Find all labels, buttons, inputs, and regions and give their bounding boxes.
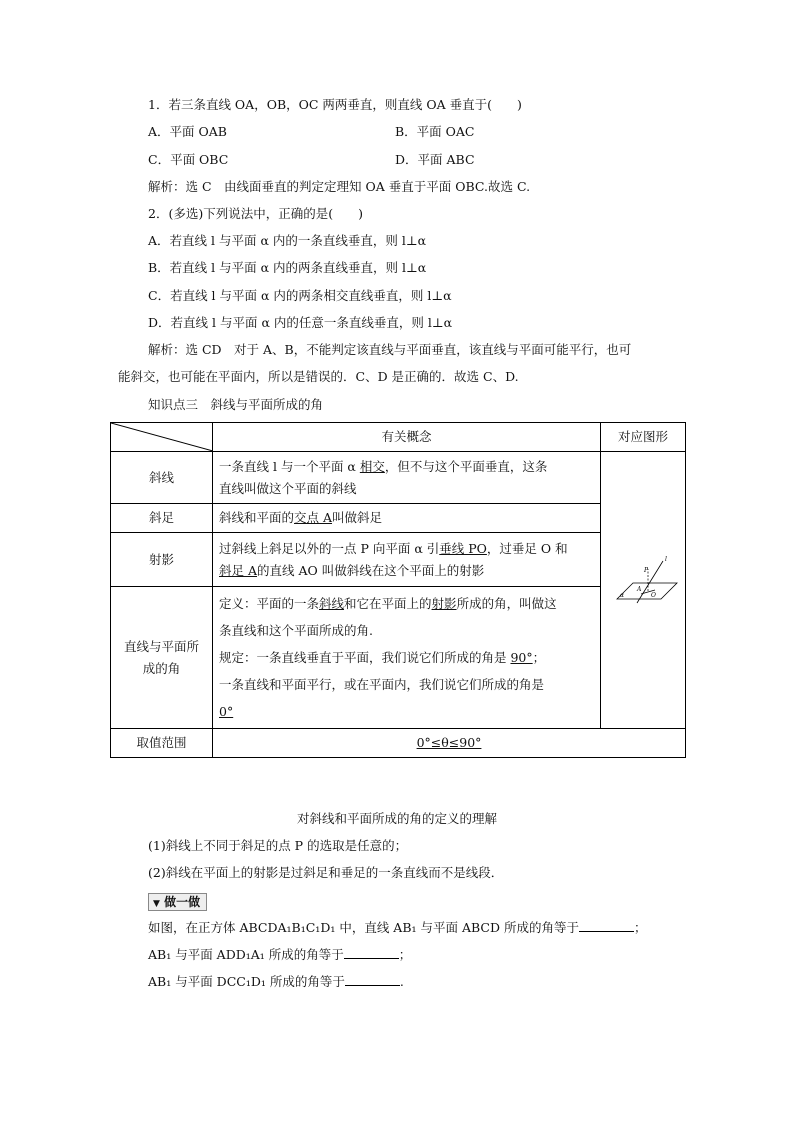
understanding-point-2: (2)斜线在平面上的射影是过斜足和垂足的一条直线而不是线段． <box>148 865 504 880</box>
practice-line-2: AB₁ 与平面 ADD₁A₁ 所成的角等于 ； <box>148 947 412 962</box>
range-value: 0°≤θ≤90° <box>213 729 686 758</box>
chevron-down-icon: ▼ <box>153 899 160 909</box>
q2-analysis-line2: 能斜交，也可能在平面内，所以是错误的．C、D 是正确的．故选 C、D. <box>118 369 519 384</box>
practice-line-1: 如图，在正方体 ABCDA₁B₁C₁D₁ 中，直线 AB₁ 与平面 ABCD 所成的角等于 ； <box>148 920 647 935</box>
practice-tag: ▼ 做一做 <box>148 893 207 911</box>
q1-option-c: C．平面 OBC <box>148 152 229 167</box>
oblique-line-figure <box>603 547 683 627</box>
answer-blank-1[interactable] <box>579 919 634 932</box>
header-concept: 有关概念 <box>213 423 601 452</box>
row-label-foot: 斜足 <box>111 504 213 533</box>
figure-label-a: A <box>637 585 642 593</box>
diagonal-divider <box>111 423 213 451</box>
q2-option-d: D．若直线 l 与平面 α 内的任意一条直线垂直，则 l⊥α <box>148 315 453 330</box>
angle-definition: 定义：平面的一条斜线和它在平面上的射影所成的角，叫做这 条直线和这个平面所成的角. 规定：一条直线垂直于平面，我们说它们所成的角是 90°； 一条直线和平面平行，或在平面内，我们说它们所成的角是 0° <box>213 587 601 729</box>
q1-analysis: 解析：选 C 由线面垂直的判定定理知 OA 垂直于平面 OBC.故选 C. <box>148 179 531 194</box>
answer-blank-3[interactable] <box>345 973 400 986</box>
q2-stem: 2．(多选)下列说法中，正确的是( ) <box>148 206 363 221</box>
figure-label-alpha: α <box>620 591 625 599</box>
q1-stem: 1．若三条直线 OA，OB，OC 两两垂直，则直线 OA 垂直于( ) <box>148 97 522 112</box>
figure-label-p: P <box>644 566 649 574</box>
figure-label-o: O <box>651 591 656 599</box>
row-label-projection: 射影 <box>111 533 213 587</box>
q1-option-a: A．平面 OAB <box>148 124 227 139</box>
q2-analysis-line1: 解析：选 CD 对于 A、B，不能判定该直线与平面垂直，该直线与平面可能平行，也可 <box>148 342 632 357</box>
q2-option-a: A．若直线 l 与平面 α 内的一条直线垂直，则 l⊥α <box>148 233 427 248</box>
q2-option-b: B．若直线 l 与平面 α 内的两条直线垂直，则 l⊥α <box>148 260 427 275</box>
projection-definition: 过斜线上斜足以外的一点 P 向平面 α 引垂线 PO，过垂足 O 和 斜足 A的直线 AO 叫做斜线在这个平面上的射影 <box>213 533 601 587</box>
q1-option-d: D．平面 ABC <box>395 152 475 167</box>
row-label-oblique: 斜线 <box>111 452 213 504</box>
understanding-title: 对斜线和平面所成的角的定义的理解 <box>296 811 497 826</box>
q2-option-c: C．若直线 l 与平面 α 内的两条相交直线垂直，则 l⊥α <box>148 288 452 303</box>
q1-option-b: B．平面 OAC <box>395 124 475 139</box>
figure-label-l: l <box>665 555 667 563</box>
foot-definition: 斜线和平面的交点 A叫做斜足 <box>213 504 601 533</box>
practice-line-3: AB₁ 与平面 DCC₁D₁ 所成的角等于 . <box>148 974 404 989</box>
concept-table <box>110 422 686 758</box>
answer-blank-2[interactable] <box>344 946 399 959</box>
figure-cell <box>601 452 686 729</box>
row-label-range: 取值范围 <box>111 729 213 758</box>
understanding-point-1: (1)斜线上不同于斜足的点 P 的选取是任意的； <box>148 838 408 853</box>
table-corner-cell <box>111 423 213 452</box>
header-figure: 对应图形 <box>601 423 686 452</box>
oblique-definition: 一条直线 l 与一个平面 α 相交，但不与这个平面垂直，这条 直线叫做这个平面的斜线 <box>213 452 601 504</box>
row-label-angle: 直线与平面所 成的角 <box>111 587 213 729</box>
section-title: 知识点三 斜线与平面所成的角 <box>148 397 324 412</box>
